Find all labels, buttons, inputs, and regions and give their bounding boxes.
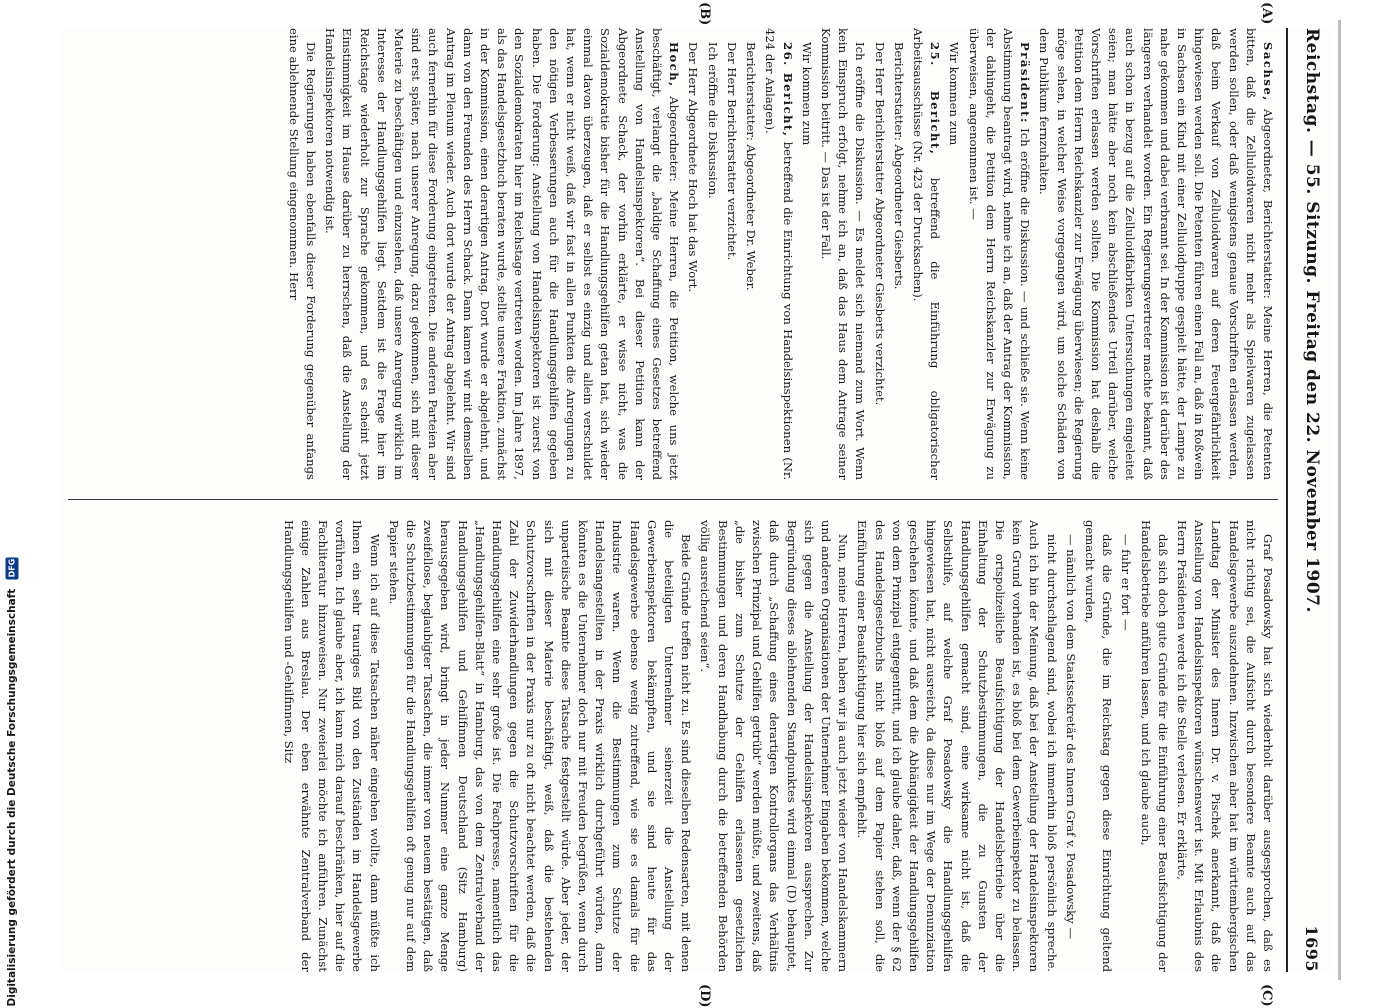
paragraph bbox=[704, 28, 721, 480]
paragraph-text: Abgeordneter, Berichterstatter: Meine Herren, die Petenten bitten, daß die Zelluloidwaren nicht mehr als Spielwaren zugelassen werden sollen, oder daß wenigstens genaue Vorschriften erlassen werden, daß beim Verkauf von Zelluloidwaren auf deren Feuergefährlichkeit hingewiesen werden soll. Die Petenten führen einen Fall an, daß in Roßwein in Sachsen ein Kind mit einer Zelluloidpuppe gespielt hätte, der Lampe zu nahe gekommen und dabei verbrannt sei. In der Kommission ist darüber des längeren verhandelt worden. Ein Regierungsvertreter machte bekannt, daß auch schon in bezug auf die Zelluloidfabriken Untersuchungen eingeleitet seien; man hätte aber noch kein abschließendes Urteil darüber, welche Vorschriften erlassen werden sollten. Die Kommission hat deshalb die Petition dem Herrn Reichskanzler zur Erwägung überwiesen; die Regierung möge sehen, in welcher Weise vorgegangen wird, um solche Schäden von dem Publikum fernzuhalten. bbox=[1037, 28, 1275, 480]
left-column bbox=[76, 28, 1276, 480]
speaker-name: Präsident: bbox=[1018, 42, 1033, 124]
paragraph-text: Beide Gründe treffen nicht zu. Es sind dieselben Redensarten, mit denen die beteiligten Unternehmer seinerzeit die Anstellung der Gewerbeinspektoren bekämpften, und sie sind heute für das Handelsgewerbe ebenso wenig zutreffend, wie sie es damals für die Industrie waren. Wenn die Bestimmungen zum Schutze der Handelsangestellten in der Praxis wirklich durchgeführt würden, dann könnten es die Unternehmer doch nur mit Freuden begrüßen, wenn durch unparteiische Beamte diese Tatsache festgestellt würde. Aber jeder, der sich mit dieser Materie beschäftigt, weiß, daß die bestehenden Schutzvorschriften in der Praxis nur zu oft nicht beachtet werden, daß die Zahl der Zuwiderhandlungen gegen die Schutzvorschriften für die Handlungsgehilfen eine sehr große ist. Die Fachpresse, namentlich das „Handlungsgehilfen-Blatt“ in Hamburg, das von dem Zentralverband der Handlungsgehilfen und Gehilfinnen Deutschland (Sitz Hamburg) herausgegeben wird, bringt in jeder Nummer eine ganze Menge zweifellose, beglaubigter Tatsachen, die immer von neuem bestätigen, daß die Schutzbestimmungen für die Handlungsgehilfen oft genug nur auf dem Papier stehen. bbox=[386, 520, 694, 972]
dfg-logo-icon: DFG bbox=[7, 558, 17, 578]
paragraph bbox=[798, 28, 815, 480]
paragraph-text: Der Herr Berichterstatter verzichtet. bbox=[724, 42, 739, 261]
speaker-name: Sachse, bbox=[1261, 42, 1275, 102]
page-header bbox=[1292, 28, 1332, 972]
paragraph-text: Berichterstatter: Abgeordneter Giesberts. bbox=[891, 42, 906, 290]
margin-marker-b: (B) bbox=[697, 2, 712, 26]
margin-marker-a: (A) bbox=[1259, 2, 1274, 25]
right-column bbox=[76, 520, 1276, 972]
speaker-name: 25. Bericht, bbox=[928, 42, 943, 156]
paragraph bbox=[684, 28, 701, 480]
paragraph-text: Ich eröffne die Diskussion. — Es meldet sich niemand zum Wort. Wenn kein Einspruch erfolgt, nehme ich an, daß das Haus dem Antrage seiner Kommission beitritt. — Das ist der Fall. bbox=[818, 28, 868, 480]
paragraph-text: Der Herr Berichterstatter Abgeordneter Giesberts verzichtet. bbox=[872, 42, 887, 406]
paragraph bbox=[1136, 520, 1170, 972]
paragraph bbox=[723, 28, 740, 480]
paragraph bbox=[870, 28, 887, 480]
paragraph bbox=[890, 28, 907, 480]
paragraph bbox=[1117, 520, 1134, 972]
paragraph-text: Wenn ich auf diese Tatsachen näher eingehen wollte, dann müßte ich Ihnen ein sehr trauriges Bild von den Zuständen im Handelsgewerbe vorführen. Ich glaube aber, ich kann mich darauf beschränken, hier auf die Fachliteratur hinzuweisen. Nur zweierlei möchte ich anführen. Zunächst einige Zahlen aus Breslau. Der eben erwähnte Zentralverband der Handlungsgehilfen und -Gehilfinnen, Sitz bbox=[281, 520, 382, 972]
digitization-credit-text: Digitalisierung gefördert durch die Deutsche Forschungsgemeinschaft bbox=[6, 588, 18, 1007]
paragraph-text: betreffend die Einrichtung von Handelsinspektionen (Nr. 424 der Anlagen). bbox=[763, 28, 795, 480]
paragraph-text: daß sich doch gute Gründe für die Einführung einer Beaufsichtigung der Handelsbetriebe anführen lassen, und ich glaube auch, bbox=[1138, 520, 1170, 972]
digitization-credit bbox=[6, 558, 19, 1007]
paragraph bbox=[321, 28, 682, 480]
speaker-name: Hoch, bbox=[667, 42, 682, 88]
paragraph-text: betreffend die Einführung obligatorischer Arbeitsausschüsse (Nr. 423 der Drucksachen). bbox=[910, 28, 943, 480]
paragraph-text: Wir kommen zum bbox=[947, 42, 962, 146]
paragraph bbox=[1062, 520, 1079, 972]
page-number: 1695 bbox=[1302, 925, 1322, 972]
paragraph-text: Ich eröffne die Diskussion. — und schließe sie. Wenn keine Abstimmung beantragt wird, nehme ich an, daß der Antrag der Kommission, der dahingeht, die Petition dem Herrn Reichskanzler zur Erwägung zu überweisen, angenommen ist. — bbox=[966, 28, 1033, 480]
margin-marker-c: (C) bbox=[1259, 984, 1274, 1007]
margin-marker-d: (D) bbox=[697, 984, 712, 1008]
paragraph bbox=[742, 28, 759, 480]
paragraph bbox=[385, 520, 695, 972]
paragraph-text: Ich eröffne die Diskussion. bbox=[705, 42, 720, 199]
page-header-title: Reichstag. — 55. Sitzung. Freitag den 22. November 1907. bbox=[1302, 28, 1322, 613]
paragraph bbox=[696, 520, 851, 972]
paragraph-text: Graf Posadowsky hat sich wiederholt darüber ausgesprochen, daß es nicht richtig sei, die Aufsicht durch besondere Beamte auch auf das Handelsgewerbe auszudehnen. Inzwischen aber hat im württembergischen Landtag der Minister des Innern Dr. v. Pischek anerkannt, daß die Anstellung von Handelsinspektoren wünschenswert ist. Mit Erlaubnis des Herrn Präsidenten werde ich die Stelle verlesen. Er erklärte, bbox=[1174, 520, 1275, 972]
paragraph-text: — nämlich von dem Staatssekretär des Innern Graf v. Posadowsky — bbox=[1063, 534, 1078, 939]
paragraph bbox=[853, 520, 1059, 972]
column-divider bbox=[68, 499, 1278, 500]
paragraph-text: nicht durchschlagend sind, wobei ich immerhin bloß persönlich spreche. Auch ich bin der Meinung, daß bei der Anstellung der Handelsinspektoren kein Grund vorhanden ist, es bloß bei dem Gewerbeinspektor zu belassen. Die ortspolizeiliche Beaufsichtigung der Handelsbetriebe über die Einhaltung der Schutzbestimmungen, die zu Gunsten der Handlungsgehilfen gemacht sind, eine wirksame nicht ist, daß die Selbsthilfe, auf welche Graf Posadowsky die Handlungsgehilfen hingewiesen hat, nicht ausreicht, da diese nur im Wege der Denunziation geschehen könnte, und daß dem die Abhängigkeit der Handlungsgehilfen von dem Prinzipal entgegentritt, und ich glaube daher, daß, wenn der § 62 des Handelsgesetzbuchs nicht bloß auf dem Papier stehen soll, die Einführung einer Beaufsichtigung hier sich empfiehlt. bbox=[855, 520, 1059, 972]
paragraph bbox=[1081, 520, 1115, 972]
paragraph bbox=[761, 28, 795, 480]
paragraph-text: Der Herr Abgeordnete Hoch hat das Wort. bbox=[686, 42, 701, 293]
paragraph-text: Nun, meine Herren, haben wir ja auch jetzt wieder von Handelskammern und anderen Organisationen der Unternehmer Eingaben bekommen, welche sich gegen die Anstellung der Handelsinspektoren aussprechen. Zur Begründung dieses ablehnenden Standpunktes wird einmal (D) behauptet, daß durch „Schaffung eines derartigen Kontrollorgans das Verhältnis zwischen Prinzipal und Gehilfen getrübt“ werden müßte, und zweitens, daß „die bisher zum Schutze der Gehilfen erlassenen gesetzlichen Bestimmungen und deren Handhabung durch die betreffenden Behörden völlig ausreichend seien“. bbox=[698, 520, 851, 972]
paragraph-text: — fuhr er fort — bbox=[1119, 534, 1134, 631]
paragraph-text: Die Regierungen haben ebenfalls dieser Forderung gegenüber anfangs eine ablehnende Stellung eingenommen. Herr bbox=[286, 28, 319, 480]
paragraph-text: Berichterstatter: Abgeordneter Dr. Weber. bbox=[744, 42, 759, 291]
scan-edge bbox=[1338, 20, 1341, 980]
paragraph bbox=[964, 28, 1033, 480]
paragraph bbox=[279, 520, 382, 972]
digitization-sidebar bbox=[2, 0, 22, 1007]
document-sheet bbox=[62, 2, 1332, 1008]
paragraph-text: Abgeordneter: Meine Herren, die Petition, welche uns jetzt beschäftigt, verlangt die „baldige Schaffung eines Gesetzes betreffend Anstellung von Handelsinspektoren“. Bei dieser Petition kann der Abgeordnete Schack, der vorhin erklärte, er wisse nicht, was die Sozialdemokratie bisher für die Handlungsgehilfen getan hat, sich wieder einmal davon überzeugen, daß er selbst es einzig und allein verschuldet hat, wenn er nicht weiß, daß wir fast in allen Punkten die Anregungen zu den nötigen Verbesserungen auch für die Handlungsgehilfen gegeben haben. Die Forderung: Anstellung von Handelsinspektoren ist zuerst von den Sozialdemokraten hier im Reichstage vertreten worden. Im Jahre 1897, als das Handelsgesetzbuch beraten wurde, stellte unsere Fraktion, zunächst in der Kommission, einen derartigen Antrag. Dort wurde er abgelehnt, und dann von den Freunden des Herrn Schack. Dann kamen wir mit demselben Antrag im Plenum wieder. Auch dort wurde der Antrag abgelehnt. Wir sind auch fernerhin für diese Forderung eingetreten. Die anderen Parteien aber sind erst später, nach unserer Anregung, dazu gekommen, sich mit dieser Materie zu beschäftigen und einzusehen, daß unsere Anregung wirklich im Interesse der Handlungsgehilfen liegt. Seitdem ist die Frage hier im Reichstage wiederholt zur Sprache gekommen, und es scheint jetzt Einstimmigkeit im Hause darüber zu herrschen, daß die Anstellung der Handelsinspektoren notwendig ist. bbox=[323, 28, 682, 480]
paragraph bbox=[945, 28, 962, 480]
paragraph-text: Wir kommen zum bbox=[799, 42, 814, 146]
paragraph bbox=[817, 28, 869, 480]
paragraph bbox=[1035, 28, 1276, 480]
header-rule bbox=[1286, 28, 1288, 972]
paragraph bbox=[909, 28, 943, 480]
paragraph bbox=[285, 28, 319, 480]
paragraph bbox=[1173, 520, 1276, 972]
paragraph-text: daß die Gründe, die im Reichstag gegen diese Einrichtung geltend gemacht wurden, bbox=[1082, 520, 1115, 972]
speaker-name: 26. Bericht, bbox=[780, 42, 795, 138]
